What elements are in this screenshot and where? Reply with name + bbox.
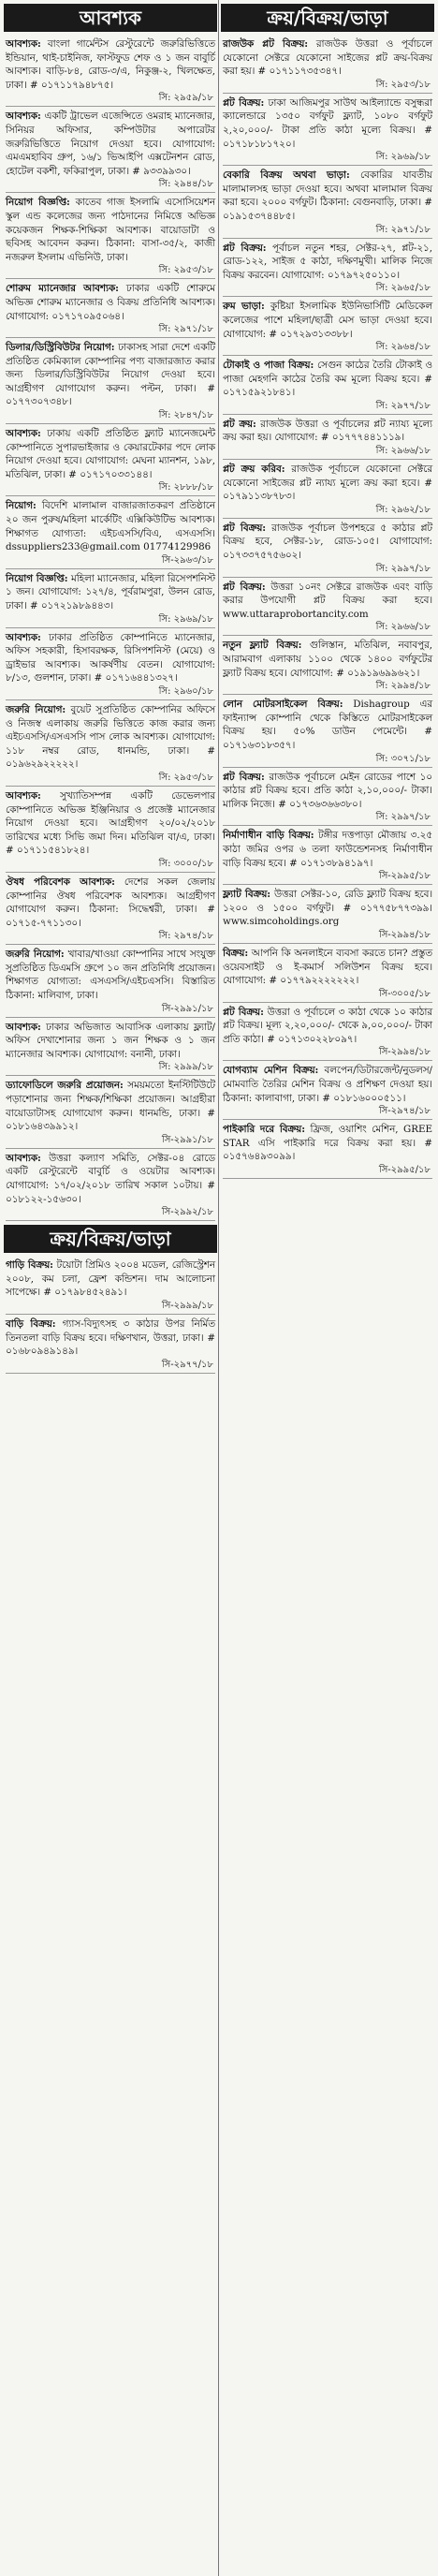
classified-ad [221, 1004, 434, 1062]
ad-separator [6, 568, 215, 569]
ad-code: সি: ২৯৫৩/১৮ [158, 772, 213, 783]
classified-ad [4, 701, 217, 787]
ad-text: আপনি কি অনলাইনে ব্যবসা করতে চান? প্রস্তুত ওয়েবসাইট ও ই-কমার্স সলিউশন বিক্রয় হবে। যোগাযোগ: # ০১৭৭৯২২২২২২২। [223, 947, 432, 987]
ad-body [223, 418, 432, 445]
classified-ad [221, 886, 434, 944]
ad-code: সি-২৯৯২/১৮ [161, 1207, 213, 1218]
section-header-buy-sell-rent-left: ক্রয়/বিক্রয়/ভাড়া [4, 1225, 217, 1253]
ad-body [223, 947, 432, 988]
ad-separator [223, 577, 432, 578]
ad-heading: বাড়ি বিক্রয়: [6, 1317, 56, 1330]
ad-separator [223, 767, 432, 768]
ad-text: সময়মতো ইনস্টিটিউটে পড়াশোনার জন্য শিক্ষক/শিক্ষিকা প্রয়োজন। আগ্রহীরা বায়োডাটাসহ যোগাযোগ করুন। ধানমন্ডি, ঢাকা। # ০১৮১৬৪৩৯৯১২। [6, 1080, 215, 1133]
ad-code: সি: ২৯৭৪/১৮ [158, 931, 213, 942]
ad-code: সি-২৯৯৪/১৮ [378, 1047, 431, 1058]
ad-code: সি-২৯৭৪/১৮ [378, 1106, 431, 1117]
left-column [4, 0, 217, 2576]
ad-separator [223, 93, 432, 94]
ad-text: গুলিস্তান, মতিঝিল, নবাবপুর, আরামবাগ এলাকায় ১১০০ থেকে ১৪০০ বর্গফুটের ফ্ল্যাট বিক্রয় হবে। যোগাযোগ: # ০১৯১৯৬৯৯৬২১। [223, 640, 433, 679]
ad-text: বাংলা গার্মেন্টস রেস্টুরেন্টে জরুরিভিত্তিতে ইন্ডিয়ান, থাই-চাইনিজ, ফাস্টফুড শেফ ও ১ জন বাবুর্চি আবশ্যক। বাড়ি-৮৪, রোড-৩/এ, নিকুঞ্জ-২, খিলক্ষেত, ঢাকা। # ০১৭১১৭৯৪৮৭৫। [6, 38, 215, 91]
ad-heading: জরুরি নিয়োগ: [6, 949, 65, 961]
ad-body [223, 169, 432, 223]
ad-code: সি: ২৯৯৭/১৮ [375, 812, 431, 823]
classified-ad [221, 95, 434, 166]
ad-code: সি-২৯৯৫/১৮ [378, 1165, 431, 1176]
ad-text: সেগুন কাঠের তৈরি টোকাই ও পাজা মেহগনি কাঠের তৈরি কম মূল্যে বিক্রয় হবে। # ০১৭১৫৯২১৮৪১। [223, 360, 433, 399]
ad-heading: পাইকারি দরে বিক্রয়: [223, 1124, 306, 1136]
ad-code: সি-২৯৯৯/১৮ [161, 1300, 213, 1311]
ad-text: ফ্রিজ, ওয়াশিং মেশিন, GREE STAR এসি পাইকারি দরে বিক্রয় করা হয়। # ০১৫৭৬৪৯৩০৯৯। [223, 1124, 432, 1163]
ad-separator [6, 699, 215, 700]
ad-separator [223, 1119, 432, 1120]
ad-code: সি: ৩০০০/১৮ [158, 858, 213, 869]
ad-heading: নতুন ফ্ল্যাট বিক্রয়: [223, 640, 302, 652]
ad-separator [6, 1017, 215, 1018]
ad-separator [6, 423, 215, 424]
classified-ad [221, 637, 434, 695]
ad-heading: আবশ্যক: [6, 110, 41, 123]
ad-separator [6, 192, 215, 193]
ad-heading: আবশ্যক: [6, 631, 41, 643]
ad-heading: রাজউক প্লট বিক্রয়: [223, 38, 309, 50]
ad-code: সি: ২৯৬৯/১৮ [158, 613, 213, 625]
ad-code: সি: ২৯৬৯/১৮ [375, 152, 431, 163]
ad-separator [223, 1060, 432, 1061]
ad-separator [223, 518, 432, 519]
classified-ad [4, 108, 217, 193]
ad-text: ঢাকায় একটি প্রতিষ্ঠিত ফ্ল্যাট ম্যানেজমেন্ট কোম্পানিতে সুপারভাইজার ও কেয়ারটেকার পদে লোক নিয়োগ দেওয়া হবে। যোগাযোগ: মেঘনা ম্যানশন, ১৯৮, মতিঝিল, ঢাকা। # ০১৭১৭০৩৩১৪৪। [6, 428, 215, 480]
ad-text: রাজউক উত্তরা ও পূর্বাচলের প্লট ন্যায্য মূল্যে ক্রয় করা হয়। যোগাযোগ: # ০১৭৭৭৪৪১১১৯। [223, 418, 432, 444]
ad-code: সি: ২৯৯৪/১৮ [375, 681, 431, 692]
ad-heading: প্লট বিক্রয়: [223, 1006, 264, 1018]
ad-body [223, 37, 432, 79]
section-header-wanted: আবশ্যক [4, 4, 217, 32]
ad-text: রাজউক পূর্বাচলে মেইন রোডের পাশে ১০ কাঠার প্লট বিক্রয় হবে। প্রতি কাঠা ২,১০,০০০/- টাকা। মালিক নিজে। # ০১৭৩৬৩৬৬৩৮০। [223, 771, 432, 810]
ad-code: সি: ২৯৬২/১৮ [375, 504, 431, 515]
ad-heading: যোগব্যাম মেশিন বিক্রয়: [223, 1065, 319, 1077]
ad-separator [6, 627, 215, 628]
classified-ad [4, 1019, 217, 1077]
ad-body [6, 341, 215, 409]
ad-code: সি-২৯৯১/১৮ [161, 1003, 213, 1014]
ad-separator [6, 1373, 215, 1374]
ad-text: বিদেশি মালামাল বাজারজাতকরণ প্রতিষ্ঠানে ২০ জন পুরুষ/মহিলা মার্কেটিং এক্সিকিউটিভ আবশ্যক। শিক্ষাগত যোগ্যতা: এইচএসসি/বিএ, এসএসসি। dssuppliers233@gmail.com 01774129986 [6, 500, 215, 553]
ad-text: টয়োটা প্রিমিও ২০০৪ মডেল, রেজিস্ট্রেশন ২০০৮, কম চলা, ফ্রেশ কন্ডিশন। দাম আলোচনা সাপেক্ষে। # ০১৭৯৮৪৫২৪৯১। [6, 1259, 215, 1299]
ad-code: সি: ২৯৯৭/১৮ [375, 563, 431, 574]
ad-body [6, 499, 215, 553]
ad-code: সি: ২৯৭১/১৮ [158, 324, 213, 335]
ad-separator [223, 943, 432, 944]
classified-ad [221, 461, 434, 519]
ad-text: গ্যাস-বিদ্যুৎসহ ৩ কাঠার উপর নির্মিত তিনতলা বাড়ি বিক্রয় হবে। দক্ষিণখান, উত্তরা, ঢাকা। # ০১৬৮০৯৪৯১৪৯। [6, 1317, 215, 1358]
ad-heading: ডিলার/ডিস্ট্রিবিউটর নিয়োগ: [6, 342, 115, 354]
ad-separator [223, 414, 432, 415]
ad-heading: আবশ্যক: [6, 38, 41, 50]
ad-text: রাজউক উত্তরা ও পূর্বাচলে যেকোনো সেক্টরে যেকোনো সাইজের প্লট ক্রয়-বিক্রয় করা হয়। # ০১৭১১৭৩৫৩৪৭। [223, 38, 432, 78]
classified-ad [4, 1150, 217, 1221]
ad-body [223, 522, 432, 563]
ad-body [6, 1079, 215, 1133]
classified-ad [4, 1316, 217, 1374]
ad-body [223, 1006, 432, 1047]
ad-text: দেশের সকল জেলায় কোম্পানির ঔষধ পরিবেশক আবশ্যক। আগ্রহীগণ যোগাযোগ করুন। ঠিকানা: সিদ্ধেশ্বরী, ঢাকা। # ০১৭১৫-৭৭১১৩০। [6, 876, 215, 929]
ad-body [6, 1317, 215, 1359]
ad-code: সি: ২৯৬৬/১৮ [375, 622, 431, 633]
buy-sell-ads-list [221, 36, 434, 1179]
ad-text: বেকারির যাবতীয় মালামালসহ ভাড়া দেওয়া হবে। অথবা মালামাল বিক্রয় করা হবে। ২০০০ বর্গফুট। ঠিকানা: বেগুনবাড়ি, ঢাকা। # ০১৯১৫৩৭৪৪৮৫। [223, 169, 432, 222]
right-column [221, 0, 434, 2576]
ad-separator [223, 459, 432, 460]
ad-body [223, 359, 432, 400]
ad-body [6, 1152, 215, 1206]
ad-body [6, 196, 215, 264]
ad-text: রাজউক পূর্বাচল উপশহরে ৫ কাঠার প্লট বিক্রয় হবে, সেক্টর-১৮, রোড-১০৫। যোগাযোগ: ০১৭৩৩৭৫৭৫৬০২। [223, 522, 432, 562]
ad-text: ঢাকার প্রতিষ্ঠিত কোম্পানিতে ম্যানেজার, অফিস সহকারী, হিসাবরক্ষক, রিসিপশনিস্ট (মেয়ে) ও ড্রাইভার আবশ্যক। আকর্ষণীয় বেতন। যোগাযোগ: ৮/১৩, গুলশান, ঢাকা। # ০১৭১৬৪৪১৩২৭। [6, 631, 215, 684]
classified-ad [221, 416, 434, 460]
ad-heading: জরুরি নিয়োগ: [6, 703, 66, 715]
ad-code: সি: ২৯৫৩/১৮ [375, 79, 431, 90]
ad-heading: প্লট বিক্রয়: [223, 522, 267, 534]
ad-text: মহিলা ম্যানেজার, মহিলা রিসেপশনিস্ট ১ জন। যোগাযোগ: ১২৭/৪, পূর্বরামপুরা, উলন রোড, ঢাকা। # ০১৭২১৯৮৯৪৪৩। [6, 572, 215, 611]
ad-body [6, 948, 215, 1002]
ad-heading: নিয়োগ: [6, 500, 36, 512]
ad-code: সি: ২৮৮৮/১৮ [158, 482, 213, 493]
ad-body [223, 639, 432, 680]
ad-text: সুখ্যাতিসম্পন্ন একটি ডেভেলপার কোম্পানিতে অভিজ্ঞ ইঞ্জিনিয়ার ও প্রজেক্ট ম্যানেজার নিয়োগ দেওয়া হবে। আগ্রহীগণ ২০/০২/২০১৮ তারিখের মধ্যে সিভি জমা দিন। মতিঝিল বা/এ, ঢাকা। # ০১৭১১৫৪১৮২৪। [6, 789, 215, 857]
ad-separator [6, 495, 215, 496]
classified-ad [4, 946, 217, 1017]
ad-code: সি: ২৯৯৯/১৮ [158, 1062, 213, 1073]
ad-heading: শোরুম ম্যানেজার আবশ্যক: [6, 283, 119, 295]
ad-body [223, 1123, 432, 1164]
ad-body [6, 572, 215, 613]
ad-body [6, 110, 215, 178]
ad-code: সি: ২৯৫৩/১৮ [158, 265, 213, 276]
ad-body [6, 1259, 215, 1300]
classified-ad [4, 1077, 217, 1148]
ad-heading: বেকারি বিক্রয় অথবা ভাড়া: [223, 169, 350, 182]
classified-ad [4, 570, 217, 628]
ad-separator [6, 1220, 215, 1221]
ad-separator [223, 296, 432, 297]
ad-separator [6, 786, 215, 787]
ad-text: খাবার/খাওয়া কোম্পানির সাথে সংযুক্ত সুপ্রতিষ্ঠিত ডিএমসি গ্রুপে ১০ জন প্রতিনিধি প্রয়োজন। শিক্ষাগত যোগ্যতা: এসএসসি/এইচএসসি। বিস্তারিত ঠিকানা: মালিবাগ, ঢাকা। [6, 949, 215, 1002]
ad-code: সি: ২৯৭১/১৮ [375, 224, 431, 235]
ad-separator [6, 1314, 215, 1315]
ad-code: সি: ৩০৭১/১৮ [375, 753, 431, 764]
ad-body [223, 96, 432, 151]
classified-ad [221, 827, 434, 885]
classified-ad [4, 629, 217, 700]
classified-ad [4, 280, 217, 338]
classified-ad [4, 497, 217, 568]
classified-ad [221, 1062, 434, 1120]
ad-body [223, 1064, 432, 1105]
ad-body [223, 463, 432, 504]
classified-ad [4, 339, 217, 424]
ad-separator [223, 635, 432, 636]
classified-ad [221, 357, 434, 415]
ad-heading: প্লট বিক্রয়: [223, 242, 267, 254]
classified-ad [221, 167, 434, 238]
ad-heading: নিয়োগ বিজ্ঞপ্তি: [6, 572, 68, 584]
wanted-ads-list [4, 36, 217, 1221]
ad-text: উত্তরা কল্যাণ সমিতি, সেক্টর-০৪ রোডে একটি রেস্টুরেন্টে বাবুর্চি ও ওয়েটার আবশ্যক। যোগাযোগ: ১৭/০২/২০১৮ তারিখ সকাল ১০টায়। # ০১৮১২২-১৫৬৩০। [6, 1152, 215, 1205]
classified-ad [221, 769, 434, 827]
ad-heading: গাড়ি বিক্রয়: [6, 1259, 53, 1272]
ad-separator [6, 278, 215, 279]
ad-heading: প্লট বিক্রয়: [223, 771, 265, 783]
ad-text: পূর্বাচল নতুন শহর, সেক্টর-২৭, প্লট-২১, রোড-১২২, সাইজ ৫ কাঠা, দক্ষিণমুখী। মালিক নিজে বিক্রয় করবেন। যোগাযোগ: ০১৭৯৭২৫০১১০। [223, 242, 432, 281]
ad-heading: প্লট ক্রয় করিব: [223, 464, 285, 476]
ad-body [6, 876, 215, 930]
ad-code: সি: ২৯৬৫/১৮ [375, 283, 431, 294]
ad-heading: প্লট ক্রয়: [223, 418, 256, 430]
ad-separator [6, 106, 215, 107]
ad-heading: আবশ্যক: [6, 428, 41, 440]
ad-code: সি-২৯৭৭/১৮ [161, 1359, 213, 1370]
ad-separator [6, 872, 215, 873]
ad-text: রাজউক পূর্বাচলে যেকোনো সেক্টরে যেকোনো সাইজের প্লট ন্যায্য মূল্যে ক্রয় করা হবে। # ০১৭৯১১৩৮৭৮৩। [223, 464, 432, 503]
ad-text: একটি ট্রাভেল এজেন্সিতে ওমরাহ ম্যানেজার, সিনিয়র অফিসার, কম্পিউটার অপারেটর জরুরিভিত্তিতে নিয়োগ দেওয়া হবে। যোগাযোগ: এমএমহাবিব গ্রুপ, ১৬/১ ভিআইপি এক্সটেনশন রোড, হোটেল বকশী, ফকিরাপুল, ঢাকা। # ৯৩৩৯৯৩০। [6, 110, 215, 177]
classified-ad [4, 194, 217, 279]
ad-body [223, 771, 432, 812]
classified-ad [4, 425, 217, 496]
ad-body [6, 282, 215, 323]
classified-ad [221, 36, 434, 94]
ad-text: ঢাকা আজিমপুর সাউথ আইল্যান্ডে বসুন্ধরা ক্যালেন্ডারে ১৩৫০ বর্গফুট ফ্ল্যাট, ১০৮০ বর্গফুট ২,২০,০০০/- টাকা প্রতি কাঠা মূল্যে বিক্রয়। # ০১৭১৮১৮১৭২০। [223, 96, 432, 150]
ad-heading: প্লট বিক্রয়: [223, 96, 265, 109]
ad-text: বুয়েট সুপ্রতিষ্ঠিত কোম্পানির অফিসে ও নিজস্ব এলাকায় জরুরি ভিত্তিতে কাজ করার জন্য এইচএসসি/এসএসসি পাস লোক আবশ্যক। যোগাযোগ: ১১৮ নম্বর রোড, ধানমন্ডি, ঢাকা। # ০১৯৬২৯২২২২২। [6, 703, 215, 771]
classified-ad [221, 696, 434, 767]
ad-text: ঢাকাসহ সারা দেশে একটি প্রতিষ্ঠিত কেমিক্যাল কোম্পানির পণ্য বাজারজাত করার জন্য ডিলার/ডিস্ট্রিবিউটর নিয়োগ দেওয়া হবে। আগ্রহীগণ যোগাযোগ করুন। পল্টন, ঢাকা। # ০১৭৭৩০৭৩৪৮। [6, 342, 215, 408]
ad-text: Dishagroup এর ফাইন্যান্স কোম্পানি থেকে কিস্তিতে মোটরসাইকেল বিক্রয় হয়। ৫০% ডাউন পেমেন্টে। # ০১৭১৬৩১৮৩৫৭। [223, 699, 432, 751]
ad-heading: ফ্ল্যাট বিক্রয়: [223, 889, 271, 901]
ad-heading: ঔষধ পরিবেশক আবশ্যক: [6, 876, 115, 888]
ad-code: সি-২৯৯৪/১৮ [378, 929, 431, 940]
ad-separator [223, 165, 432, 166]
ad-heading: লোন মোটরসাইকেল বিক্রয়: [223, 699, 343, 711]
ad-heading: বিক্রয়: [223, 947, 249, 959]
ad-heading: প্লট বিক্রয়: [223, 581, 266, 593]
ad-code: সি: ২৮৪৭/১৮ [158, 410, 213, 421]
classified-ad [4, 874, 217, 945]
classified-ad [221, 579, 434, 637]
buy-sell-ads-list-left [4, 1257, 217, 1374]
ad-text: টঙ্গীর দত্তপাড়া মৌজায় ৩.২৫ কাঠা জমির ওপর ৬ তলা ফাউন্ডেশনসহ নির্মাণাধীন বাড়ি বিক্রয় হবে। # ০১৭১৩৮৯৪১৯৭। [223, 830, 432, 869]
ad-code: সি-৩০০৫/১৮ [378, 988, 431, 999]
ad-heading: নির্মাণাধীন বাড়ি বিক্রয়: [223, 830, 314, 842]
ad-code: সি-২৯৬৩/১৮ [161, 554, 213, 566]
ad-code: সি: ২৯৫৯/১৮ [158, 93, 213, 104]
ad-separator [223, 355, 432, 356]
ad-separator [223, 884, 432, 885]
section-header-buy-sell-rent: ক্রয়/বিক্রয়/ভাড়া [221, 4, 434, 32]
ad-separator [6, 944, 215, 945]
ad-code: সি-২৯৯৫/১৮ [378, 871, 431, 882]
ad-heading: নিয়োগ বিজ্ঞপ্তি: [6, 197, 70, 209]
ad-code: সি: ২৯৬০/১৮ [158, 685, 213, 697]
ad-heading: রুম ভাড়া: [223, 301, 265, 313]
ad-text: উত্তরা সেক্টর-১০, রেডি ফ্ল্যাট বিক্রয় হবে। ১২০০ ও ১৫০০ বর্গফুট। # ০১৭৭৫৮৭৭৩৯৯। www.simcoholdings.org [223, 889, 433, 928]
ad-heading: আবশ্যক: [6, 789, 41, 802]
ad-text: উত্তরা ও পূর্বাচলে ৩ কাঠা থেকে ১০ কাঠার প্লট বিক্রয়। মূল্য ২,২০,০০০/- থেকে ৯,০০,০০০/- টাকা প্রতি কাঠা। # ০১৭১৩০২২৮০৯৭। [223, 1006, 432, 1045]
ad-body [223, 829, 432, 870]
ad-body [6, 789, 215, 858]
ad-text: কাতেব গাজ ইসলামি এসোসিয়েশন স্কুল এন্ড কলেজের জন্য পাঠদানের নিমিত্তে অভিজ্ঞ কয়েকজন শিক্ষক-শিক্ষিকা আবশ্যক। বায়োডাটা ও ছবিসহ আবেদন করুন। ঠিকানা: বাসা-৩৫/২, কাজী নজরুল ইসলাম এভিনিউ, ঢাকা। [6, 197, 215, 263]
classified-ad [221, 1121, 434, 1179]
column-divider [218, 0, 219, 2576]
ad-body [6, 427, 215, 481]
ad-body [6, 37, 215, 92]
classified-ad [4, 788, 217, 873]
ad-body [223, 698, 432, 752]
ad-text: উত্তরা ১০নং সেক্টরে রাজউক এবং বাড়ি করার উপযোগী প্লট বিক্রয় করা হবে। www.uttaraprobortancity.com [223, 581, 432, 620]
ad-separator [223, 694, 432, 695]
ad-body [6, 703, 215, 772]
classified-ad [221, 945, 434, 1003]
ad-separator [223, 238, 432, 239]
ad-text: ঢাকার একটি শোরুমে অভিজ্ঞ শোরুম ম্যানেজার ও বিক্রয় প্রতিনিধি আবশ্যক। যোগাযোগ: ০১৭১৭০৯৫০৬৪। [6, 283, 215, 322]
ad-heading: আবশ্যক: [6, 1152, 41, 1164]
ad-separator [6, 337, 215, 338]
ad-code: সি-২৯৯১/১৮ [161, 1134, 213, 1145]
ad-heading: ড্যাফোডিলে জরুরি প্রয়োজন: [6, 1080, 124, 1092]
classified-ad [221, 298, 434, 356]
ad-text: কুষ্টিয়া ইসলামিক ইউনিভার্সিটি মেডিকেল কলেজের পাশে মহিলা/ছাত্রী মেস ভাড়া দেওয়া হবে। যোগাযোগ: # ০১৭২৯৩১৩৩৮৮। [223, 301, 432, 340]
ad-separator [223, 1178, 432, 1179]
ad-separator [223, 1002, 432, 1003]
classified-ad [221, 240, 434, 298]
ad-code: সি: ২৯৭৭/১৮ [375, 400, 431, 411]
ad-separator [223, 825, 432, 826]
ad-text: ঢাকার অভিজাত আবাসিক এলাকায় ফ্ল্যাট/অফিস দেখাশোনার জন্য ১ জন শিক্ষক ও ১ জন ম্যানেজার আবশ্যক। যোগাযোগ: বনানী, ঢাকা। [6, 1021, 215, 1060]
ad-separator [6, 1075, 215, 1076]
ad-code: সি: ২৯৬৪/১৮ [375, 342, 431, 353]
ad-heading: টোকাই ও পাজা বিক্রয়: [223, 360, 314, 372]
classified-ad [4, 36, 217, 107]
ad-code: সি: ২৯৪৪/১৮ [158, 179, 213, 190]
ad-separator [6, 1148, 215, 1149]
ad-body [6, 631, 215, 685]
ad-body [223, 242, 432, 283]
ad-body [6, 1021, 215, 1062]
ad-code: সি: ২৯৬৬/১৮ [375, 446, 431, 457]
ad-heading: আবশ্যক: [6, 1021, 41, 1033]
classified-ad [221, 520, 434, 578]
ad-body [223, 888, 432, 929]
ad-text: বলপেন/ডিটারজেন্ট/নুডলস/মোমবাতি তৈরির মেশিন বিক্রয় ও প্রশিক্ষণ দেওয়া হয়। ঠিকানা: কালাবাগা, ঢাকা। # ০১৮১৬০০০৫১১। [223, 1065, 433, 1104]
classified-ad [4, 1257, 217, 1315]
ad-body [223, 300, 432, 341]
ad-body [223, 581, 432, 622]
